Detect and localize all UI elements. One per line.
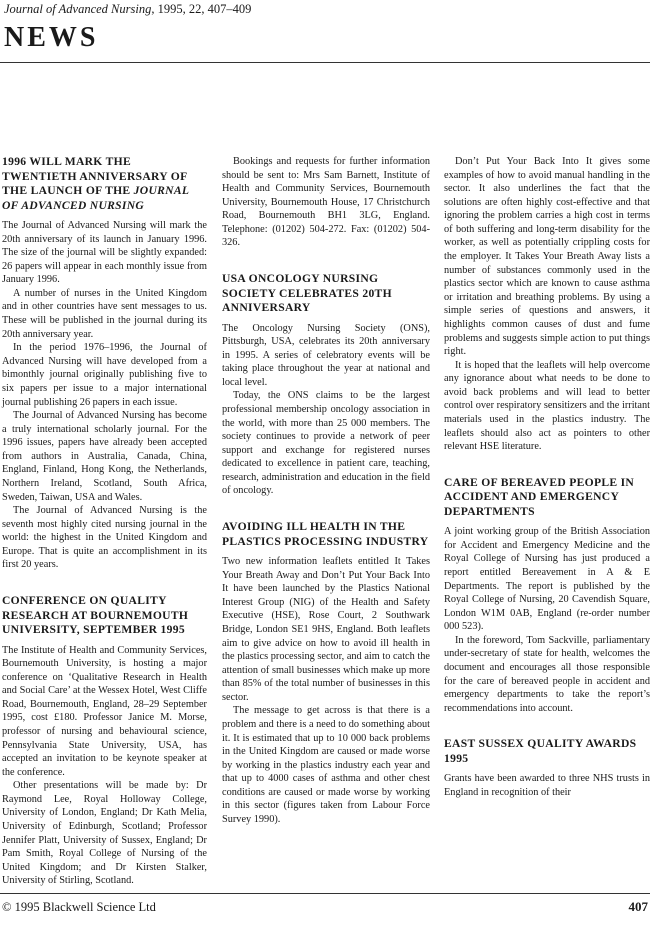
paragraph: Grants have been awarded to three NHS trusts in England in recognition of their <box>444 773 650 798</box>
paragraph: Other presentations will be made by: Dr Raymond Lee, Royal Holloway College, University of London, England; Dr Kath Melia, University of Edinburgh, Scotland; Professor Jennifer Platt, University of Sussex, England; Dr Pam Smith, Royal College of Nursing of the United Kingdom; and Dr Kirsten Stalker, University of Stirling, Scotland. <box>2 780 207 887</box>
paragraph: The Journal of Advanced Nursing is the seventh most highly cited nursing journal in the world: the highest in the United Kingdom and Europe. That is quite an accomplishment in its first 20 years. <box>2 505 207 571</box>
paragraph: It is hoped that the leaflets will help overcome any ignorance about what needs to be done to avoid back problems and will lead to better control over respiratory sensitizers and the irritant materials used in the plastics industry. The leaflets should also act as pointers to other relevant HSE literature. <box>444 359 650 453</box>
paragraph: The Oncology Nursing Society (ONS), Pittsburgh, USA, celebrates its 20th anniversary in 1995. A series of celebratory events will be taking place throughout the year at national and local level. <box>222 322 430 388</box>
paragraph: Don’t Put Your Back Into It gives some examples of how to avoid manual handling in the sector. It also underlines the fact that the solutions are often highly cost-effective and that ignoring the problem carries a high cost in terms of both suffering and long-term disability for the worker, as well as potentially crippling costs for the employer. It Takes Your Breath Away lists a number of substances commonly used in the plastics sector which are known to cause asthma or irritation and breathing problems. By using a simple series of questions and answers, it highlights common causes of dust and fume problems and suggests simple action to put things right. <box>444 156 650 358</box>
paragraph: Two new information leaflets entitled It Takes Your Breath Away and Don’t Put Your Back Into It have been launched by the Plastics National Interest Group (NIG) of the Health and Safety Executive (HSE), Rose Court, 2 Southwark Bridge, London SE1 9HS, England. Both leaflets aim to give advice on how to avoid ill health in the plastics processing sector, and aim to catch the attention of small businesses which make up more than 85% of the total number of businesses in this sector. <box>222 556 430 703</box>
running-head <box>4 2 251 17</box>
paragraph: Bookings and requests for further information should be sent to: Mrs Sam Barnett, Institute of Health and Community Services, Bournemouth University, Bournemouth House, 17 Christchurch Road, Bournemouth BH1 3LG, England. Telephone: (01202) 504-272. Fax: (01202) 504-326. <box>222 156 430 249</box>
footer-rule <box>0 893 650 894</box>
journal-name: Journal of Advanced Nursing <box>4 2 152 16</box>
article-title-bereaved: CARE OF BEREAVED PEOPLE IN ACCIDENT AND EMERGENCY DEPARTMENTS <box>444 475 635 518</box>
paragraph: The Institute of Health and Community Services, Bournemouth University, is hosting a major conference on ‘Qualitative Research in Health and Social Care’ at the Wessex Hotel, West Cliffe Road, Bournemouth, England, 28–29 September 1995, cost £180. Professor Janice M. Morse, professor of nursing and behavioural science, Pennsylvania State University, USA, has accepted an invitation to be keynote speaker at the conference. <box>2 644 207 778</box>
article-title-ons: USA ONCOLOGY NURSING SOCIETY CELEBRATES 20TH ANNIVERSARY <box>222 272 392 315</box>
column-3 <box>444 155 650 799</box>
column-2 <box>222 155 430 827</box>
copyright-line: © 1995 Blackwell Science Ltd <box>2 900 156 914</box>
header-rule <box>0 62 650 63</box>
page-number: 407 <box>628 899 648 914</box>
paragraph: A joint working group of the British Association for Accident and Emergency Medicine and the Royal College of Nursing has just produced a report entitled Bereavement in A & E Departments. The report is published by the Royal College of Nursing, 20 Cavendish Square, London W1M 0AB, England (re-order number 000 523). <box>444 526 650 633</box>
article-title-plastics: AVOIDING ILL HEALTH IN THE PLASTICS PROCESSING INDUSTRY <box>222 520 429 548</box>
article-title-anniversary: 1996 WILL MARK THE TWENTIETH ANNIVERSARY OF THE LAUNCH OF THE JOURNAL OF ADVANCED NURSING <box>2 155 189 212</box>
journal-citation: , 1995, 22, 407–409 <box>151 2 252 16</box>
article-title-sussex: EAST SUSSEX QUALITY AWARDS 1995 <box>444 737 637 765</box>
paragraph: The message to get across is that there is a problem and there is a need to do something about it. It is estimated that up to 10 000 back problems in the United Kingdom are caused or made worse by working in the plastics industry each year and that up to 4000 cases of asthma and other chest conditions are caused or made worse by working in this sector (figures taken from Labour Force Survey 1990). <box>222 705 430 826</box>
column-1 <box>2 155 207 888</box>
article-title-conference: CONFERENCE ON QUALITY RESEARCH AT BOURNEMOUTH UNIVERSITY, SEPTEMBER 1995 <box>2 594 189 637</box>
paragraph: A number of nurses in the United Kingdom and in other countries have sent messages to us. These will be published in the journal during its 20th anniversary year. <box>2 287 207 340</box>
paragraph: Today, the ONS claims to be the largest professional membership oncology association in the world, with more than 25 000 members. The society continues to provide a network of peer support and exchange for registered nurses dedicated to excellence in patient care, teaching, research, administration and education in the field of oncology. <box>222 390 430 497</box>
paragraph: In the period 1976–1996, the Journal of Advanced Nursing will have developed from a bimonthly journal originally publishing five to six papers per issue to a major international journal publishing 26 papers in each issue. <box>2 342 207 408</box>
paragraph: The Journal of Advanced Nursing will mark the 20th anniversary of its launch in January 1996. The size of the journal will be slightly expanded: 26 papers will appear in each monthly issue from January 1996. <box>2 220 207 286</box>
section-title: NEWS <box>4 22 99 53</box>
paragraph: The Journal of Advanced Nursing has become a truly international scholarly journal. For the 1996 issues, papers have already been accepted from authors in Australia, Canada, China, England, Finland, Hong Kong, the Netherlands, Northern Ireland, Scotland, South Africa, Sweden, Taiwan, USA and Wales. <box>2 410 207 503</box>
paragraph: In the foreword, Tom Sackville, parliamentary under-secretary of state for health, welcomes the document and encourages all those responsible for the care of bereaved people in accident and emergency departments to take the report’s recommendations into account. <box>444 634 650 714</box>
